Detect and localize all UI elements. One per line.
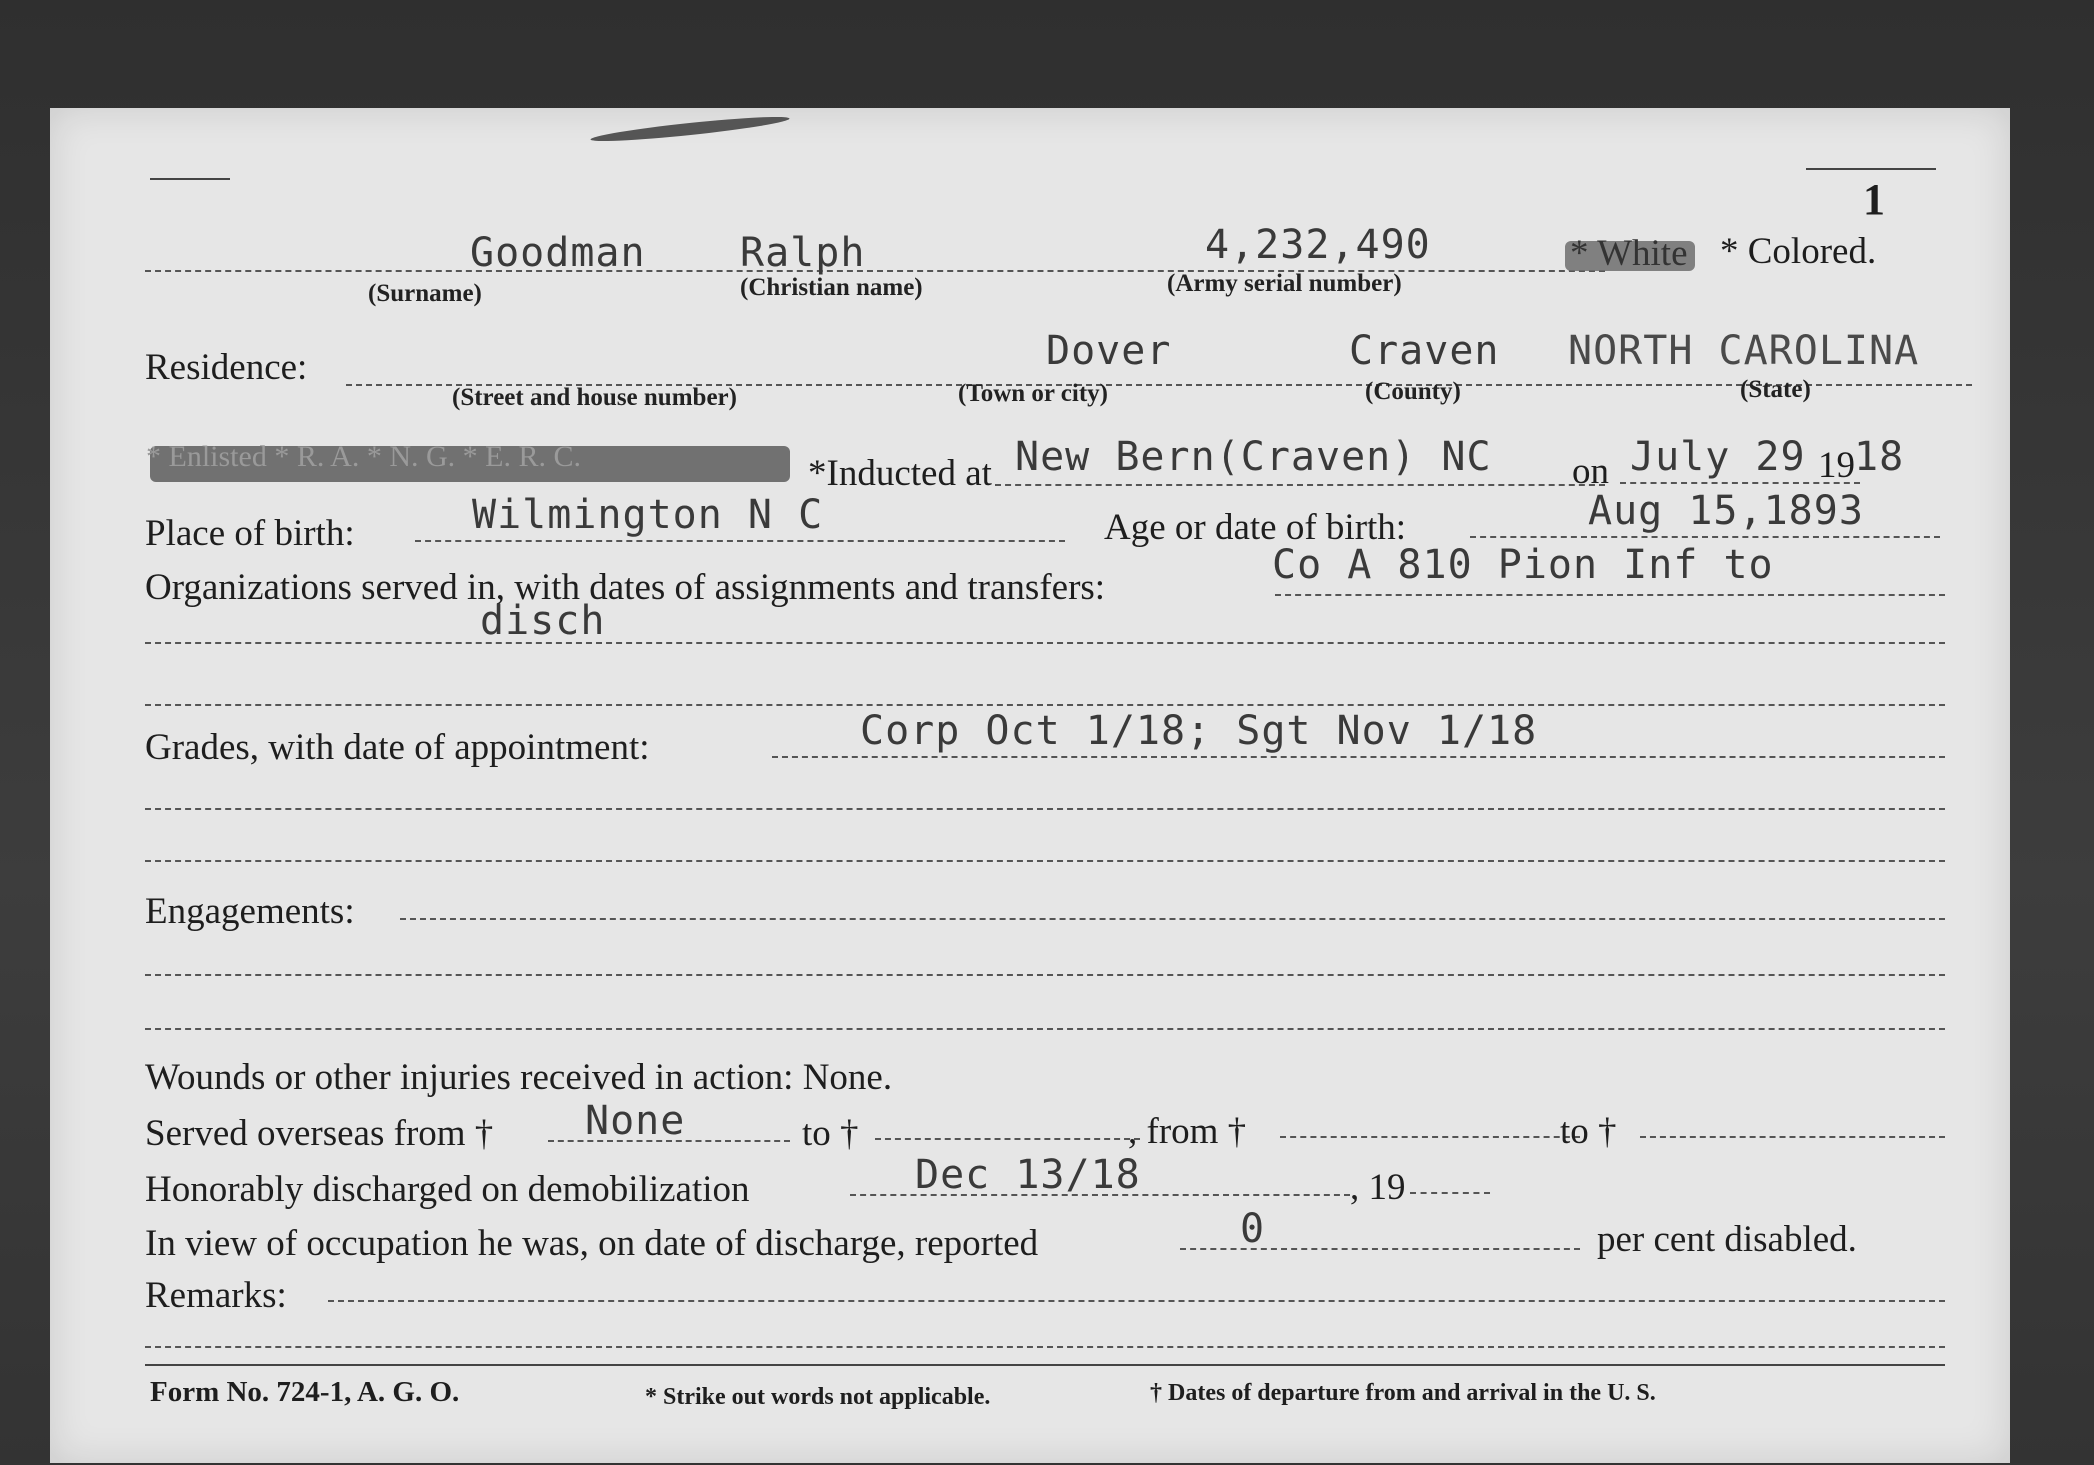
- place-of-birth-label: Place of birth:: [145, 513, 355, 554]
- age-line: [1470, 536, 1940, 538]
- overseas-to-label-2: to †: [1560, 1111, 1617, 1152]
- inducted-year-value: 18: [1854, 434, 1905, 480]
- age-label: Age or date of birth:: [1104, 507, 1407, 548]
- overseas-from-value: None: [585, 1098, 686, 1144]
- birth-date-value: Aug 15,1893: [1588, 488, 1864, 534]
- grades-label: Grades, with date of appointment:: [145, 727, 650, 768]
- enlisted-struck-text: * Enlisted * R. A. * N. G. * E. R. C.: [146, 440, 582, 473]
- top-right-rule: [1806, 168, 1936, 170]
- discharged-year-label: , 19: [1350, 1167, 1406, 1208]
- surname-caption: (Surname): [368, 280, 482, 307]
- place-of-birth-value: Wilmington N C: [472, 492, 824, 538]
- year-prefix: 19: [1818, 445, 1855, 486]
- footnote-dates: † Dates of departure from and arrival in the U. S.: [1150, 1380, 1656, 1406]
- serial-caption: (Army serial number): [1167, 270, 1402, 297]
- organizations-line-1: [1275, 594, 1945, 596]
- street-caption: (Street and house number): [452, 384, 737, 411]
- top-left-rule: [150, 178, 230, 180]
- form-number: Form No. 724-1, A. G. O.: [150, 1376, 460, 1408]
- percent-label: per cent disabled.: [1597, 1219, 1857, 1260]
- organizations-line-2: [145, 642, 1945, 644]
- engagements-line-1: [400, 918, 1945, 920]
- discharged-label: Honorably discharged on demobilization: [145, 1169, 750, 1210]
- grades-line-2: [145, 808, 1945, 810]
- occupation-label: In view of occupation he was, on date of discharge, reported: [145, 1223, 1039, 1264]
- grades-line-1: [772, 756, 1945, 758]
- service-record-card: [50, 108, 2010, 1463]
- organizations-value-1: Co A 810 Pion Inf to: [1272, 542, 1774, 588]
- inducted-place-value: New Bern(Craven) NC: [1015, 434, 1492, 480]
- overseas-to-label: to †: [802, 1113, 859, 1154]
- inducted-date-value: July 29: [1630, 434, 1806, 480]
- percent-disabled-value: 0: [1240, 1206, 1266, 1252]
- engagements-line-2: [145, 974, 1945, 976]
- inducted-label: *Inducted at: [808, 453, 992, 494]
- remarks-line-2: [145, 1346, 1945, 1348]
- residence-county-value: Craven: [1349, 328, 1500, 374]
- card-number: 1: [1863, 175, 1885, 224]
- footer-rule: [145, 1364, 1945, 1366]
- colored-label: * Colored.: [1720, 231, 1877, 272]
- engagements-label: Engagements:: [145, 891, 355, 932]
- footnote-strike: * Strike out words not applicable.: [645, 1384, 991, 1410]
- christian-name-value: Ralph: [740, 230, 866, 276]
- overseas-from-line-2: [1280, 1136, 1580, 1138]
- christian-name-caption: (Christian name): [740, 274, 923, 301]
- grades-line-3: [145, 860, 1945, 862]
- ink-smudge: [590, 113, 790, 146]
- engagements-line-3: [145, 1028, 1945, 1030]
- surname-value: Goodman: [470, 230, 646, 276]
- organizations-value-2: disch: [480, 598, 606, 644]
- town-caption: (Town or city): [958, 380, 1108, 407]
- overseas-to-line-2: [1640, 1136, 1945, 1138]
- residence-state-value: NORTH CAROLINA: [1568, 328, 1920, 374]
- grades-value: Corp Oct 1/18; Sgt Nov 1/18: [860, 708, 1538, 754]
- state-caption: (State): [1740, 376, 1811, 403]
- discharged-date-value: Dec 13/18: [915, 1152, 1141, 1198]
- remarks-line-1: [328, 1300, 1945, 1302]
- on-label: on: [1572, 451, 1609, 492]
- residence-label: Residence:: [145, 347, 308, 388]
- county-caption: (County): [1365, 378, 1461, 405]
- white-label: * White: [1570, 233, 1688, 274]
- serial-number-value: 4,232,490: [1205, 222, 1431, 268]
- inducted-line: [995, 484, 1605, 486]
- remarks-label: Remarks:: [145, 1275, 287, 1316]
- organizations-label: Organizations served in, with dates of assignments and transfers:: [145, 567, 1106, 608]
- discharged-year-line: [1410, 1192, 1490, 1194]
- overseas-from-label-2: , from †: [1128, 1111, 1247, 1152]
- residence-town-value: Dover: [1046, 328, 1172, 374]
- wounds-label: Wounds or other injuries received in action: None.: [145, 1057, 893, 1098]
- overseas-label: Served overseas from †: [145, 1113, 494, 1154]
- organizations-line-3: [145, 704, 1945, 706]
- overseas-to-line: [875, 1138, 1140, 1140]
- place-of-birth-line: [415, 540, 1065, 542]
